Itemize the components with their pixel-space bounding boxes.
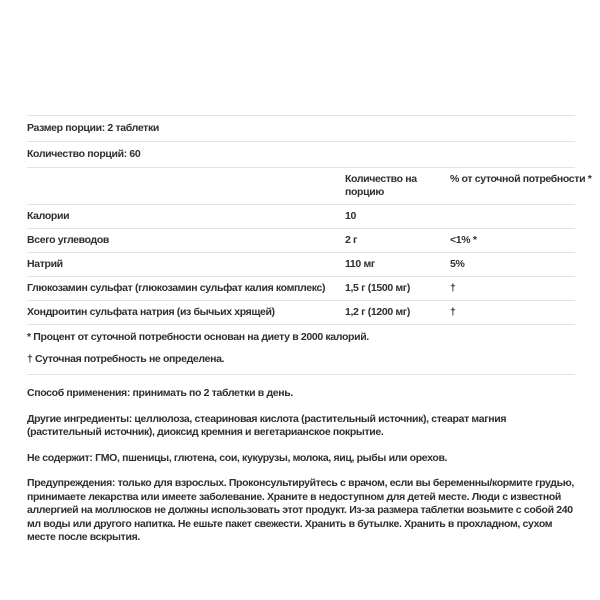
table-row [27,276,575,300]
nutrient-name: Натрий [27,258,63,270]
supplement-facts-panel [27,115,592,545]
nutrient-name: Всего углеводов [27,234,110,246]
usage-paragraph: Способ применения: принимать по 2 таблетки в день. [27,387,293,399]
serving-size-text: Размер порции: 2 таблетки [27,122,159,134]
nutrient-amount: 2 г [345,234,358,246]
other-ingredients-paragraph: Другие ингредиенты: целлюлоза, стеариновая кислота (растительный источник), стеарат магния (растительный источник), диоксид кремния и вегетарианское покрытие. [27,412,507,438]
column-header-amount: Количество на порцию [345,173,417,198]
serving-size-row [27,115,575,141]
nutrient-name: Глюкозамин сульфат (глюкозамин сульфат калия комплекс) [27,282,326,294]
table-row [27,300,575,324]
warnings-paragraph: Предупреждения: только для взрослых. Проконсультируйтесь с врачом, если вы беременны/кормите грудью, принимаете лекарства или имеете заболевание. Храните в недоступном для детей месте. Люди с известной аллергией на моллюсков не должны использовать этот продукт. Из-за размера таблетки возьмите с собой 240 мл воды или другого напитка. Не ешьте пакет свежести. Хранить в бутылке. Хранить в прохладном, сухом месте после вскрытия. [27,477,574,543]
nutrient-amount: 110 мг [345,258,375,270]
servings-count-text: Количество порций: 60 [27,148,141,160]
nutrient-daily-value: † [450,282,456,294]
table-row [27,204,575,228]
table-row [27,252,575,276]
footnote-daily-value: * Процент от суточной потребности основан на диету в 2000 калорий. [27,331,369,343]
header-spacer [27,173,345,199]
nutrient-amount: 1,5 г (1500 мг) [345,282,410,294]
nutrient-name: Хондроитин сульфата натрия (из бычьих хрящей) [27,306,275,318]
servings-count-row [27,141,575,167]
column-header-daily-value: % от суточной потребности * [450,173,592,185]
footnotes-block [27,324,575,375]
nutrient-daily-value: † [450,306,456,318]
nutrient-daily-value [450,211,575,222]
nutrient-amount: 1,2 г (1200 мг) [345,306,410,318]
nutrient-amount: 10 [345,210,356,222]
table-header-row [27,167,592,204]
table-row [27,228,575,252]
footnote-dagger: † Суточная потребность не определена. [27,353,225,365]
nutrient-name: Калории [27,210,70,222]
nutrient-daily-value: 5% [450,258,465,270]
does-not-contain-paragraph: Не содержит: ГМО, пшеницы, глютена, сои, кукурузы, молока, яиц, рыбы или орехов. [27,451,448,464]
nutrient-daily-value: <1% * [450,234,477,246]
